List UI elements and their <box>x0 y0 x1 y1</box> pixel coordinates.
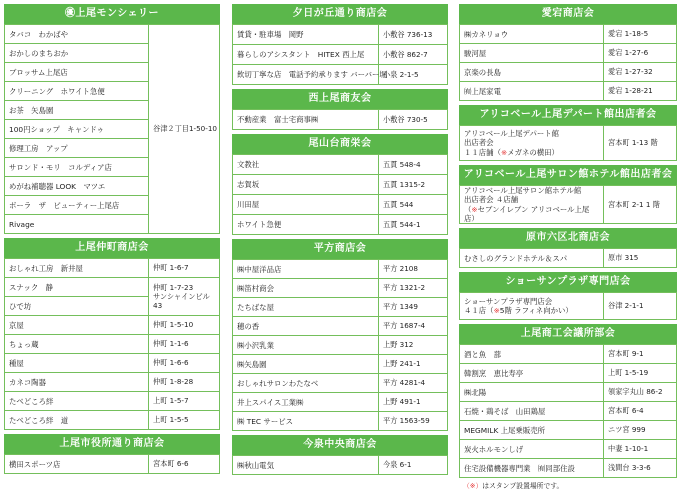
shop-name: 賃貸・駐車場 岡野 <box>233 25 379 45</box>
table-row <box>5 373 220 392</box>
section-nishiageo <box>232 89 448 130</box>
shop-name: タバコ わかばや <box>5 25 149 44</box>
shop-name: 穂の香 <box>233 317 379 336</box>
shop-address: 愛宕 1-18-5 <box>604 25 677 44</box>
shop-name: 暮らしのアシスタント HITEX 西上尾 <box>233 45 379 65</box>
table-row <box>460 402 677 421</box>
section-harachi <box>459 228 677 268</box>
shop-name: おしゃれサロンわたなべ <box>233 374 379 393</box>
table-row <box>233 65 448 85</box>
table-row <box>460 82 677 101</box>
stamp-marker: ※ <box>493 306 500 315</box>
shop-name: 修理工房 アップ <box>5 139 149 158</box>
shop-address: 小敷谷 736-13 <box>379 25 448 45</box>
shop-name: Rivage <box>5 215 149 234</box>
shop-name: 100円ショップ キャンドゥ <box>5 120 149 139</box>
table-row <box>5 259 220 278</box>
table-row <box>233 195 448 215</box>
shop-address: 平方 1563-59 <box>379 412 448 431</box>
section-title: 上尾市役所通り商店会 <box>4 434 220 454</box>
table-row <box>233 393 448 412</box>
shop-address: 五貫 1315-2 <box>379 175 448 195</box>
shop-address: 愛宕 1-27-6 <box>604 44 677 63</box>
shop-name: おかしのまちおか <box>5 44 149 63</box>
table-row <box>233 298 448 317</box>
shop-name: ちょっ蔵 <box>5 335 149 354</box>
shop-address: 領家字丸山 86-2 <box>604 383 677 402</box>
shop-name: 石焼・鶏そば 山田鶏屋 <box>460 402 604 421</box>
table-row <box>233 215 448 235</box>
shop-name: 炭火ホルモンしげ <box>460 440 604 459</box>
table-row <box>460 440 677 459</box>
table-row <box>460 383 677 402</box>
shop-table <box>459 344 677 478</box>
table-row <box>233 155 448 175</box>
table-row <box>233 110 448 130</box>
shop-name: ㈱北陽 <box>460 383 604 402</box>
section-yuhigaoka <box>232 4 448 85</box>
table-row <box>5 316 220 335</box>
section-title: 尾山台商栄会 <box>232 134 448 154</box>
shop-name: 酒と魚 蔀 <box>460 345 604 364</box>
table-row <box>460 459 677 478</box>
shop-address: 仲町 1-7-23 サンシャインビル 43 <box>149 278 220 316</box>
shop-table <box>232 109 448 130</box>
shop-name: めがね補聴器 LOOK マツエ <box>5 177 149 196</box>
section-title: 今泉中央商店会 <box>232 435 448 455</box>
section-title: アリコベール上尾デパート館出店者会 <box>459 105 677 125</box>
section-title: 愛宕商店会 <box>459 4 677 24</box>
shop-table <box>4 454 220 474</box>
shop-name: アリコベール上尾サロン館ホテル館 出店者会 ４店舗 （※セブンイレブン アリコベール上尾店） <box>460 186 604 224</box>
shop-table <box>459 185 677 224</box>
shop-address: 宮本町 6-6 <box>149 455 220 474</box>
shop-name: ホワイト急便 <box>233 215 379 235</box>
shop-address: 五貫 544 <box>379 195 448 215</box>
column-2 <box>232 4 448 479</box>
shop-name: たべどころ絆 <box>5 392 149 411</box>
shop-name: 京楽の長島 <box>460 63 604 82</box>
shop-name: むさしのグランドホテル＆スパ <box>460 249 604 268</box>
shop-address: 上野 241-1 <box>379 355 448 374</box>
table-row <box>5 25 220 44</box>
section-nakamachi <box>4 238 220 430</box>
section-title: 西上尾商友会 <box>232 89 448 109</box>
shop-address: 平方 4281-4 <box>379 374 448 393</box>
shop-name: おしゃれ工房 新井屋 <box>5 259 149 278</box>
table-row <box>460 249 677 268</box>
shop-name: 横田スポーツ店 <box>5 455 149 474</box>
shop-address: 仲町 1-5-10 <box>149 316 220 335</box>
section-title: 夕日が丘通り商店会 <box>232 4 448 24</box>
table-row <box>460 364 677 383</box>
section-atago <box>459 4 677 101</box>
shop-name: たべどころ絆 道 <box>5 411 149 430</box>
footnote: （※）はスタンプ設置場所です。 <box>463 482 564 490</box>
shop-address: 上町 1-5-5 <box>149 411 220 430</box>
shop-name: 韓割烹 恵比寿亭 <box>460 364 604 383</box>
shop-address: ニツ宮 999 <box>604 421 677 440</box>
shop-address: 平方 1321-2 <box>379 279 448 298</box>
shop-name: ㈱秋山電気 <box>233 456 379 475</box>
shop-table <box>4 24 220 234</box>
shop-name: ブロッサム上尾店 <box>5 63 149 82</box>
shop-address: 浅間台 3-3-6 <box>604 459 677 478</box>
shop-address: 宮本町 6-4 <box>604 402 677 421</box>
shop-address: 今泉 6-1 <box>379 456 448 475</box>
shop-address: 谷津 2-1-1 <box>604 293 677 320</box>
table-row <box>5 411 220 430</box>
shop-name: ㈱小沢乳業 <box>233 336 379 355</box>
shop-name: ボーラ ザ ビューティー上尾店 <box>5 196 149 215</box>
section-title: 上尾商工会議所部会 <box>459 324 677 344</box>
shop-address: 仲町 1-6-6 <box>149 354 220 373</box>
shop-name: 文教社 <box>233 155 379 175</box>
shop-name: ㈱矢島園 <box>233 355 379 374</box>
shop-table <box>232 154 448 235</box>
shop-name: ㈲上尾家電 <box>460 82 604 101</box>
shop-table <box>459 248 677 268</box>
shop-name: ㈱ TEC サービス <box>233 412 379 431</box>
shop-address: 平方 1687-4 <box>379 317 448 336</box>
shop-name: MEGMILK 上尾乗販売所 <box>460 421 604 440</box>
shop-address: 仲町 1-8-28 <box>149 373 220 392</box>
table-row <box>460 25 677 44</box>
shop-name: アリコベール上尾デパート館 出店者会 １１店舗（※メガネの横田） <box>460 126 604 161</box>
stamp-marker: （※） <box>463 482 483 490</box>
table-row <box>233 412 448 431</box>
shop-address: 仲町 1-1-6 <box>149 335 220 354</box>
section-monsherie <box>4 4 220 234</box>
table-row <box>233 279 448 298</box>
shop-name: ショーサンプラザ専門店会 ４１店（※5階 ラフィネ向かい） <box>460 293 604 320</box>
shop-address: 上野 312 <box>379 336 448 355</box>
shop-name: たちばな屋 <box>233 298 379 317</box>
shop-address: 愛宕 1-28-21 <box>604 82 677 101</box>
section-title: 原市六区北商店会 <box>459 228 677 248</box>
stamp-marker: ※ <box>471 204 478 214</box>
table-row <box>233 25 448 45</box>
shop-name: 志賀坂 <box>233 175 379 195</box>
table-row <box>5 455 220 474</box>
table-row <box>5 354 220 373</box>
shop-address: 小敷谷 862-7 <box>379 45 448 65</box>
section-shiyakusho <box>4 434 220 474</box>
shop-name: 駿河屋 <box>460 44 604 63</box>
shop-address: 仲町 1-6-7 <box>149 259 220 278</box>
table-row <box>233 45 448 65</box>
shop-name: ㈱笛村商会 <box>233 279 379 298</box>
section-title: 平方商店会 <box>232 239 448 259</box>
shop-address: 中妻 1-10-1 <box>604 440 677 459</box>
shop-name: お茶 矢島園 <box>5 101 149 120</box>
shop-name: ひで坊 <box>5 297 149 316</box>
shop-address: 平方 2108 <box>379 260 448 279</box>
table-row <box>460 126 677 161</box>
table-row <box>460 293 677 320</box>
shop-address: 原市 315 <box>604 249 677 268</box>
table-row <box>233 260 448 279</box>
table-row <box>5 335 220 354</box>
shop-name: 種屋 <box>5 354 149 373</box>
shop-table <box>232 259 448 431</box>
table-row <box>460 63 677 82</box>
section-obanodai <box>232 134 448 235</box>
table-row <box>233 456 448 475</box>
shop-address: 上町 1-5-7 <box>149 392 220 411</box>
table-row <box>233 317 448 336</box>
shop-address: 宮本町 2-1 1 階 <box>604 186 677 224</box>
shop-name: サロンド・モリ コルディア店 <box>5 158 149 177</box>
shop-address: 小泉 2-1-5 <box>379 65 448 85</box>
table-row <box>460 186 677 224</box>
table-row <box>460 421 677 440</box>
section-aliokabell-salon <box>459 165 677 224</box>
shop-address: 小敷谷 730-5 <box>379 110 448 130</box>
shop-address: 五貫 548-4 <box>379 155 448 175</box>
shop-name: 飲切丁寧な店 電話予約承ります バーバー堀 <box>233 65 379 85</box>
stamp-marker: ※ <box>500 147 508 157</box>
shop-table <box>232 24 448 85</box>
shop-table <box>459 292 677 320</box>
shop-name: クリーニング ホワイト急便 <box>5 82 149 101</box>
column-1 <box>4 4 220 478</box>
section-title: ㊝上尾モンシェリー <box>4 4 220 24</box>
section-aliokabell-dept <box>459 105 677 161</box>
shop-address: 宮本町 1-13 階 <box>604 126 677 161</box>
shop-table <box>459 24 677 101</box>
section-imaizumi <box>232 435 448 475</box>
shop-name: ㈱中屋洋品店 <box>233 260 379 279</box>
section-chamber <box>459 324 677 490</box>
column-3 <box>459 4 677 490</box>
shop-address: 上野 491-1 <box>379 393 448 412</box>
shop-name: 京屋 <box>5 316 149 335</box>
section-title: 上尾仲町商店会 <box>4 238 220 258</box>
shop-name: カネコ陶器 <box>5 373 149 392</box>
shop-name: スナック 静 <box>5 278 149 297</box>
shop-table <box>232 455 448 475</box>
shop-address: 上町 1-5-19 <box>604 364 677 383</box>
section-hirakata <box>232 239 448 431</box>
shop-name: 井上スパイス工業㈱ <box>233 393 379 412</box>
shop-address: 五貫 544-1 <box>379 215 448 235</box>
section-shosan <box>459 272 677 320</box>
section-title: ショーサンプラザ専門店会 <box>459 272 677 292</box>
shared-address: 谷津２丁目1-50-10 <box>149 25 220 234</box>
shop-address: 平方 1349 <box>379 298 448 317</box>
shop-name: 川田屋 <box>233 195 379 215</box>
shop-name: ㈱カネリョウ <box>460 25 604 44</box>
table-row <box>233 336 448 355</box>
table-row <box>233 374 448 393</box>
table-row <box>5 392 220 411</box>
section-title: アリコベール上尾サロン館ホテル館出店者会 <box>459 165 677 185</box>
shop-table <box>4 258 220 430</box>
shop-name: 不動産業 富士宅商事㈱ <box>233 110 379 130</box>
table-row <box>233 175 448 195</box>
shop-table <box>459 125 677 161</box>
table-row <box>5 278 220 297</box>
shop-address: 宮本町 9-1 <box>604 345 677 364</box>
table-row <box>460 44 677 63</box>
table-row <box>460 345 677 364</box>
shop-name: 住宅設備機器専門業 ㈲同部住設 <box>460 459 604 478</box>
shop-address: 愛宕 1-27-32 <box>604 63 677 82</box>
table-row <box>233 355 448 374</box>
